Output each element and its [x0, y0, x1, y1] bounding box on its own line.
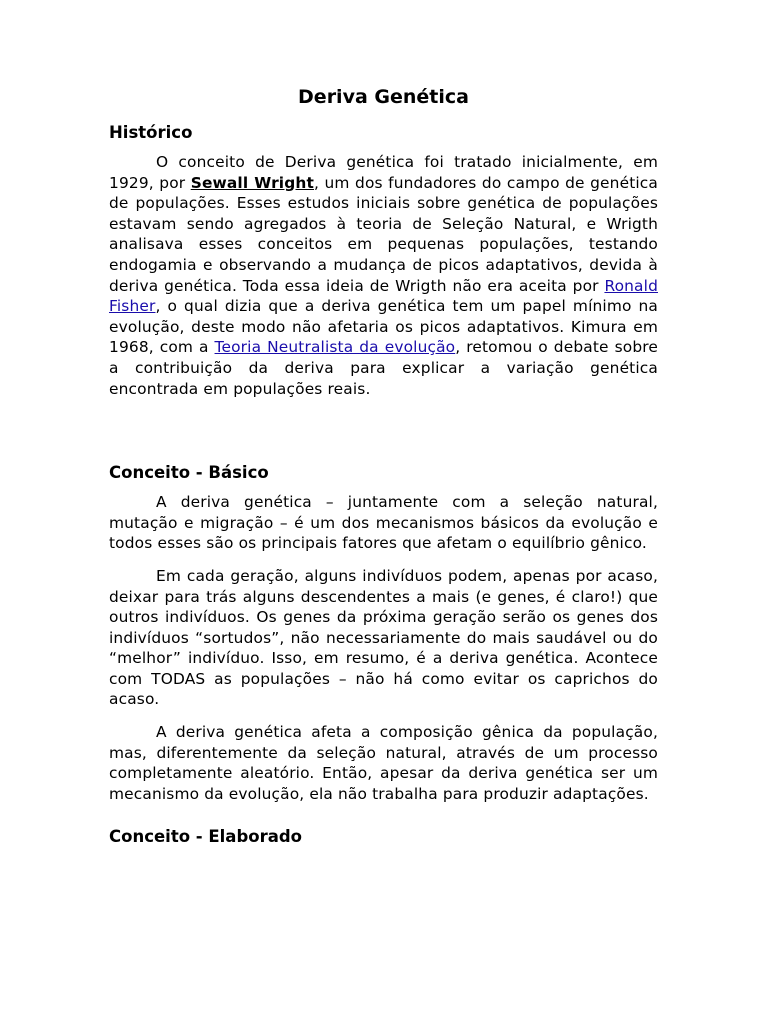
link-teoria-neutralista[interactable]: Teoria Neutralista da evolução [214, 338, 456, 357]
section-heading-basico: Conceito - Básico [109, 463, 269, 483]
link-ronald-fisher[interactable]: Ronald Fisher [109, 276, 658, 316]
text-run: , retomou o debate sobre a contribuição da deriva para explicar a variação genética encontrada em populações reais. [109, 338, 658, 398]
text-run: , um dos fundadores do campo de genética de populações. Esses estudos iniciais sobre genética de populações estavam sendo agregados à teoria de Seleção Natural, e Wrigth analisava esses conceitos em pequenas populações, testando endogamia e observando a mudança de picos adaptativos, devida à deriva genética. Toda essa ideia de Wrigth não era aceita por [109, 173, 658, 295]
section-heading-historico: Histórico [109, 123, 193, 142]
paragraph-basico-2: Em cada geração, alguns indivíduos podem, apenas por acaso, deixar para trás alguns descendentes a mais (e genes, é claro!) que outros indivíduos. Os genes da próxima geração serão os genes dos indivíduos “sortudos”, não necessariamente do mais saudável ou do “melhor” indivíduo. Isso, em resumo, é a deriva genética. Acontece com TODAS as populações – não há como evitar os caprichos do acaso. [109, 566, 658, 709]
paragraph-basico-3: A deriva genética afeta a composição gênica da população, mas, diferentemente da seleção natural, através de um processo completamente aleatório. Então, apesar da deriva genética ser um mecanismo da evolução, ela não trabalha para produzir adaptações. [109, 723, 658, 803]
paragraph-historico [109, 152, 658, 399]
paragraph-basico-1: A deriva genética – juntamente com a seleção natural, mutação e migração – é um dos mecanismos básicos da evolução e todos esses são os principais fatores que afetam o equilíbrio gênico. [109, 493, 658, 553]
document-page [109, 82, 658, 850]
document-title: Deriva Genética [298, 86, 469, 108]
section-heading-elaborado: Conceito - Elaborado [109, 827, 303, 847]
text-run: , o qual dizia que a deriva genética tem um papel mínimo na evolução, deste modo não afetaria os picos adaptativos. Kimura em 1968, com a [109, 297, 658, 357]
author-name: Sewall Wright [190, 173, 315, 192]
text-run: O conceito de Deriva genética foi tratado inicialmente, em 1929, por [109, 153, 658, 192]
